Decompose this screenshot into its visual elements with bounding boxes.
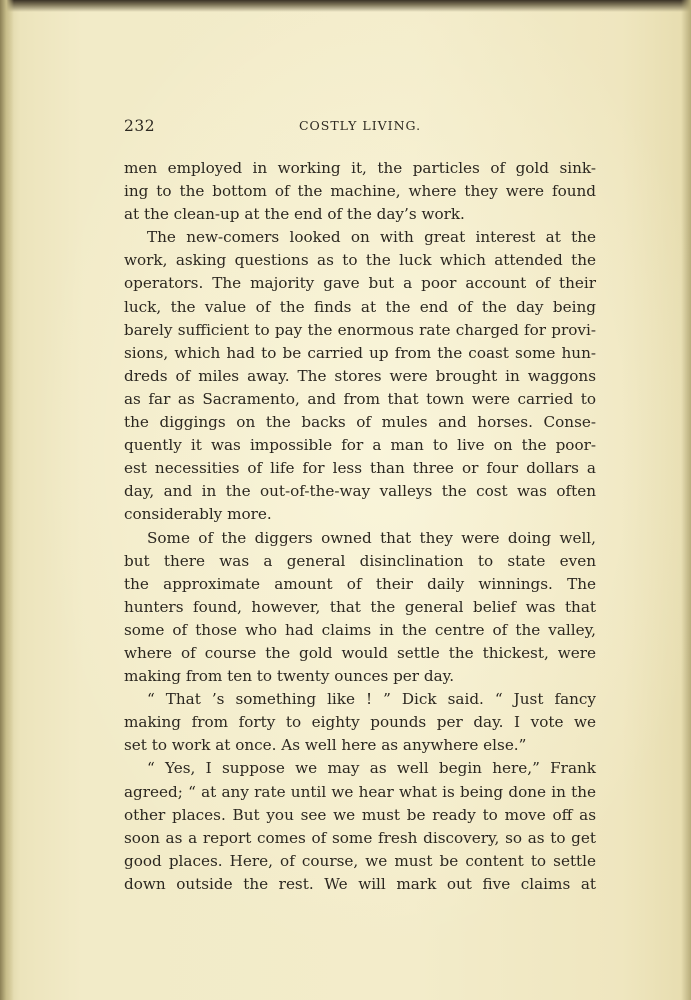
- text-line: The new-comers looked on with great interest at the: [147, 228, 596, 247]
- right-edge-shadow: [681, 0, 691, 1000]
- text-line: the diggings on the backs of mules and horses. Conse-: [124, 413, 596, 432]
- text-line: est necessities of life for less than three or four dollars a: [124, 459, 596, 478]
- text-line: ing to the bottom of the machine, where they were found: [124, 182, 596, 201]
- text-line: Some of the diggers owned that they were doing well,: [147, 528, 596, 547]
- top-edge-shadow: [0, 0, 691, 12]
- page-header: [124, 117, 596, 137]
- text-line: soon as a report comes of some fresh discovery, so as to get: [124, 828, 596, 847]
- text-line: operators. The majority gave but a poor account of their: [124, 274, 596, 293]
- text-line: set to work at once. As well here as anywhere else.”: [124, 736, 527, 755]
- text-line: “ That ’s something like ! ” Dick said. “ Just fancy: [147, 690, 596, 709]
- text-line: where of course the gold would settle the thickest, were: [124, 643, 596, 662]
- text-line: agreed; “ at any rate until we hear what is being done in the: [124, 782, 596, 801]
- text-line: hunters found, however, that the general belief was that: [124, 597, 596, 616]
- text-line: making from ten to twenty ounces per day.: [124, 667, 455, 686]
- text-line: “ Yes, I suppose we may as well begin here,” Frank: [147, 759, 596, 778]
- text-line: men employed in working it, the particles of gold sink-: [124, 159, 596, 177]
- text-line: good places. Here, of course, we must be content to settle: [124, 851, 596, 870]
- spine-shadow: [0, 0, 14, 1000]
- text-line: down outside the rest. We will mark out five claims at: [124, 874, 596, 893]
- text-line: considerably more.: [124, 505, 272, 524]
- text-line: dreds of miles away. The stores were brought in waggons: [124, 366, 596, 385]
- text-line: but there was a general disinclination to state even: [124, 551, 596, 570]
- text-line: other places. But you see we must be ready to move off as: [124, 805, 596, 824]
- text-line: luck, the value of the finds at the end of the day being: [124, 297, 596, 316]
- body-text: [124, 157, 596, 896]
- text-line: making from forty to eighty pounds per day. I vote we: [124, 713, 596, 732]
- text-line: work, asking questions as to the luck which attended the: [124, 251, 596, 270]
- text-line: sions, which had to be carried up from the coast some hun-: [124, 343, 596, 362]
- text-line: at the clean-up at the end of the day’s work.: [124, 205, 465, 224]
- running-head: COSTLY LIVING.: [298, 118, 422, 133]
- page-number: 232: [124, 117, 156, 135]
- text-line: barely sufficient to pay the enormous rate charged for provi-: [124, 320, 596, 339]
- text-line: as far as Sacramento, and from that town were carried to: [124, 389, 596, 408]
- text-line: quently it was impossible for a man to live on the poor-: [124, 436, 596, 455]
- text-line: the approximate amount of their daily winnings. The: [124, 574, 596, 593]
- text-line: some of those who had claims in the centre of the valley,: [124, 620, 596, 639]
- text-line: day, and in the out-of-the-way valleys the cost was often: [124, 482, 596, 501]
